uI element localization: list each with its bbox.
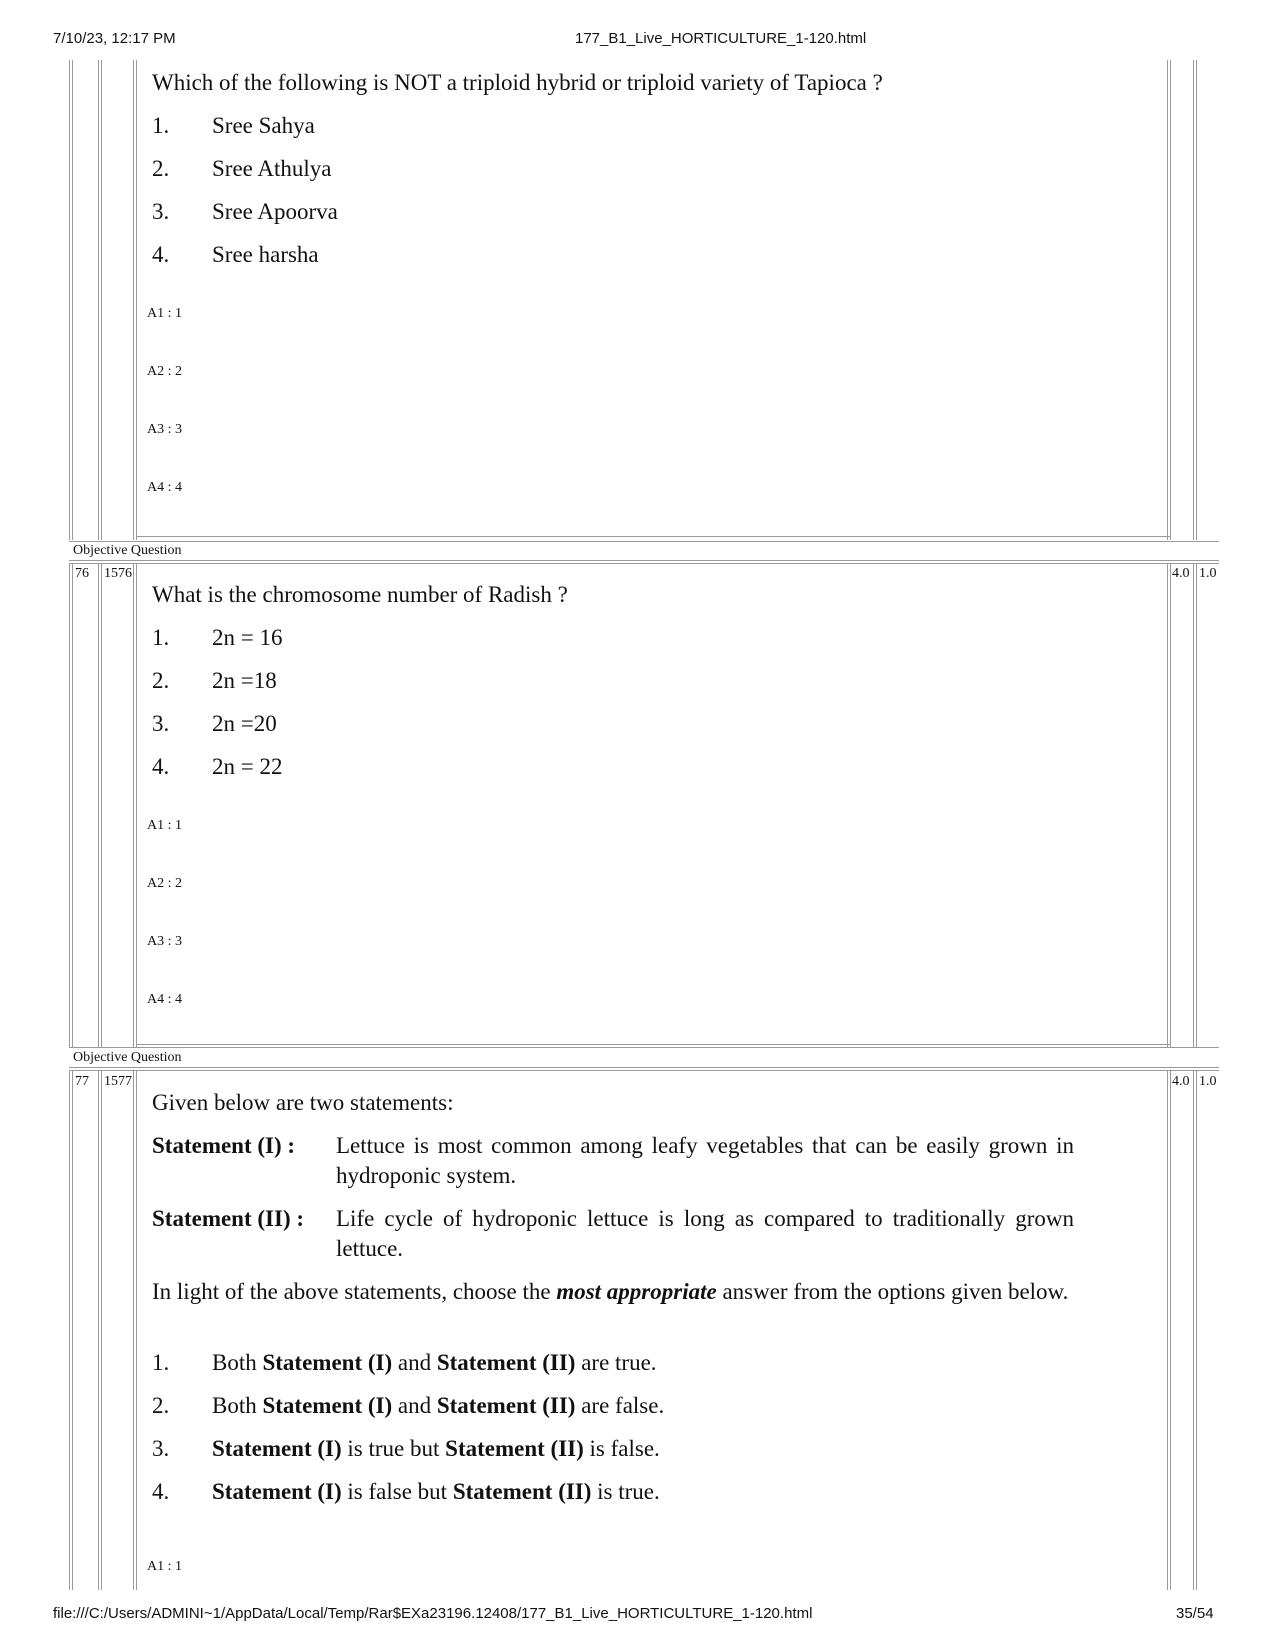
answer-line: A4 : 4 bbox=[147, 992, 182, 1007]
question-id: 1576 bbox=[104, 566, 132, 581]
page-number: 35/54 bbox=[1176, 1605, 1214, 1622]
answer-line: A1 : 1 bbox=[147, 1559, 182, 1574]
question-intro: Given below are two statements: bbox=[152, 1090, 454, 1115]
question-instruction: In light of the above statements, choose the most appropriate answer from the options given below. bbox=[152, 1279, 1069, 1304]
marks: 4.0 bbox=[1172, 566, 1190, 581]
negative-marks: 1.0 bbox=[1199, 1074, 1217, 1089]
marks: 4.0 bbox=[1172, 1074, 1190, 1089]
question-type-label: Objective Question bbox=[73, 543, 182, 558]
answer-line: A3 : 3 bbox=[147, 422, 182, 437]
answer-line: A2 : 2 bbox=[147, 364, 182, 379]
answer-line: A2 : 2 bbox=[147, 876, 182, 891]
print-datetime: 7/10/23, 12:17 PM bbox=[53, 30, 176, 47]
statement-2-text: Life cycle of hydroponic lettuce is long as compared to traditionally grown lettuce. bbox=[336, 1206, 1074, 1261]
negative-marks: 1.0 bbox=[1199, 566, 1217, 581]
question-id: 1577 bbox=[104, 1074, 132, 1089]
answer-line: A4 : 4 bbox=[147, 480, 182, 495]
answer-line: A3 : 3 bbox=[147, 934, 182, 949]
serial-number: 77 bbox=[75, 1074, 89, 1089]
print-doc-title: 177_B1_Live_HORTICULTURE_1-120.html bbox=[575, 30, 867, 47]
statement-1-label: Statement (I) : bbox=[152, 1133, 296, 1158]
statement-1-text: Lettuce is most common among leafy vegetables that can be easily grown in hydroponic system. bbox=[336, 1133, 1074, 1188]
print-file-path: file:///C:/Users/ADMINI~1/AppData/Local/Temp/Rar$EXa23196.12408/177_B1_Live_HORTICULTURE_1-120.html bbox=[53, 1605, 813, 1622]
serial-number: 76 bbox=[75, 566, 89, 581]
question-text: What is the chromosome number of Radish ? bbox=[152, 582, 568, 607]
question-text: Which of the following is NOT a triploid hybrid or triploid variety of Tapioca ? bbox=[152, 70, 883, 95]
answer-line: A1 : 1 bbox=[147, 818, 182, 833]
statement-2-label: Statement (II) : bbox=[152, 1206, 305, 1231]
question-type-label: Objective Question bbox=[73, 1050, 182, 1065]
answer-line: A1 : 1 bbox=[147, 306, 182, 321]
